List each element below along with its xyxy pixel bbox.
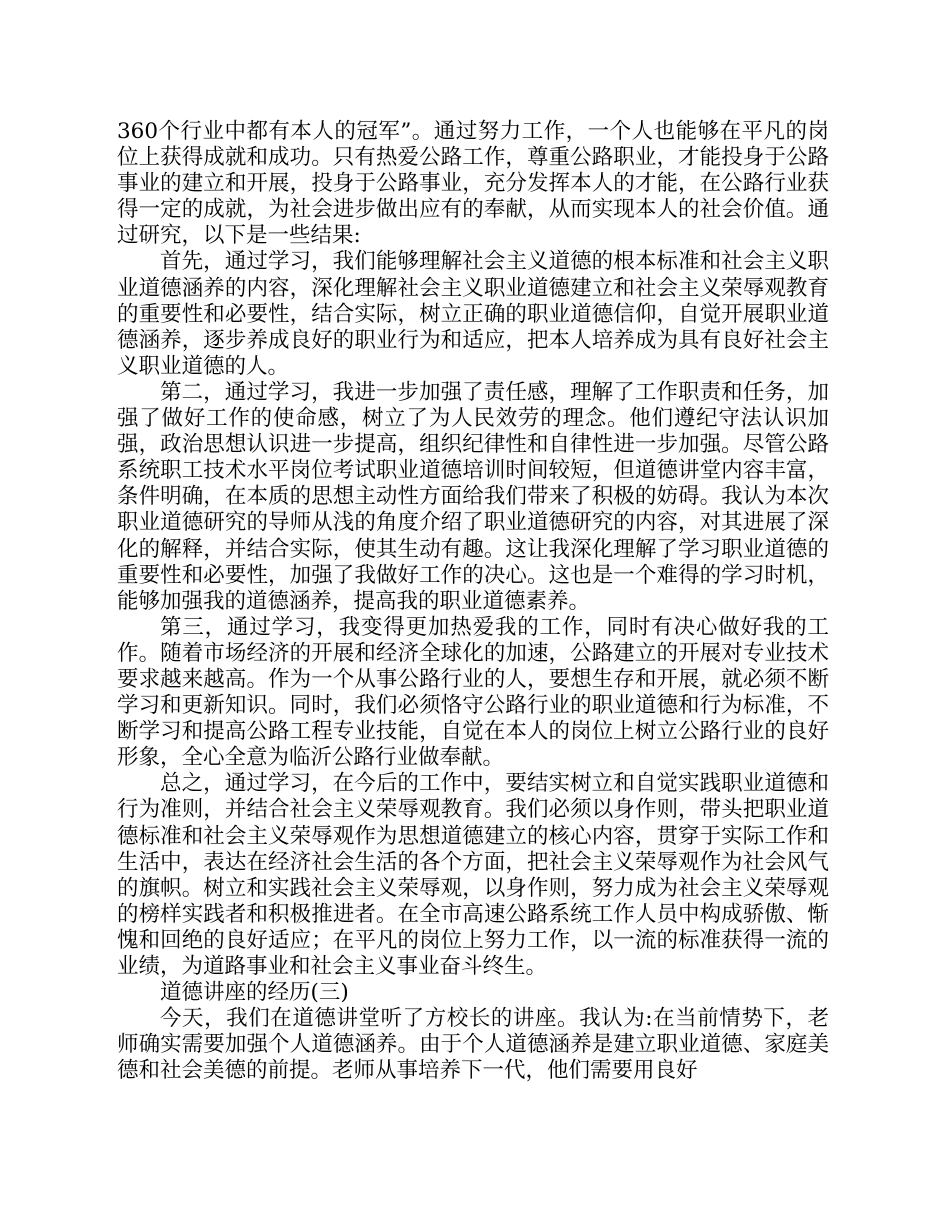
paragraph-intro: 360个行业中都有本人的冠军”。通过努力工作，一个人也能够在平凡的岗位上获得成就和成功。只有热爱公路工作，尊重公路职业，才能投身于公路事业的建立和开展，投身于公路事业，充分发挥本人的才能，在公路行业获得一定的成就，为社会进步做出应有的奉献，从而实现本人的社会价值。通过研究，以下是一些结果: [117,119,829,249]
paragraph-conclusion: 总之，通过学习，在今后的工作中，要结实树立和自觉实践职业道德和行为准则，并结合社会主义荣辱观教育。我们必须以身作则，带头把职业道德标准和社会主义荣辱观作为思想道德建立的核心内容，贯穿于实际工作和生活中，表达在经济社会生活的各个方面，把社会主义荣辱观作为社会风气的旗帜。树立和实践社会主义荣辱观，以身作则，努力成为社会主义荣辱观的榜样实践者和积极推进者。在全市高速公路系统工作人员中构成骄傲、惭愧和回绝的良好适应；在平凡的岗位上努力工作，以一流的标准获得一流的业绩，为道路事业和社会主义事业奋斗终生。 [117,771,829,979]
paragraph-lecture: 今天，我们在道德讲堂听了方校长的讲座。我认为:在当前情势下，老师确实需要加强个人道德涵养。由于个人道德涵养是建立职业道德、家庭美德和社会美德的前提。老师从事培养下一代，他们需要用良好 [117,1006,829,1084]
paragraph-third-point: 第三，通过学习，我变得更加热爱我的工作，同时有决心做好我的工作。随着市场经济的开展和经济全球化的加速，公路建立的开展对专业技术要求越来越高。作为一个从事公路行业的人，要想生存和开展，就必须不断学习和更新知识。同时，我们必须恪守公路行业的职业道德和行为标准，不断学习和提高公路工程专业技能，自觉在本人的岗位上树立公路行业的良好形象，全心全意为临沂公路行业做奉献。 [117,614,829,771]
paragraph-second-point: 第二，通过学习，我进一步加强了责任感，理解了工作职责和任务，加强了做好工作的使命感，树立了为人民效劳的理念。他们遵纪守法认识加强，政治思想认识进一步提高，组织纪律性和自律性进一步加强。尽管公路系统职工技术水平岗位考试职业道德培训时间较短，但道德讲堂内容丰富，条件明确，在本质的思想主动性方面给我们带来了积极的妨碍。我认为本次职业道德研究的导师从浅的角度介绍了职业道德研究的内容，对其进展了深化的解释，并结合实际，使其生动有趣。这让我深化理解了学习职业道德的重要性和必要性，加强了我做好工作的决心。这也是一个难得的学习时机，能够加强我的道德涵养，提高我的职业道德素养。 [117,379,829,614]
document-body [117,119,829,1084]
paragraph-first-point: 首先，通过学习，我们能够理解社会主义道德的根本标准和社会主义职业道德涵养的内容，深化理解社会主义职业道德建立和社会主义荣辱观教育的重要性和必要性，结合实际，树立正确的职业道德信仰，自觉开展职业道德涵养，逐步养成良好的职业行为和适应，把本人培养成为具有良好社会主义职业道德的人。 [117,249,829,379]
section-heading: 道德讲座的经历(三) [160,980,349,1006]
